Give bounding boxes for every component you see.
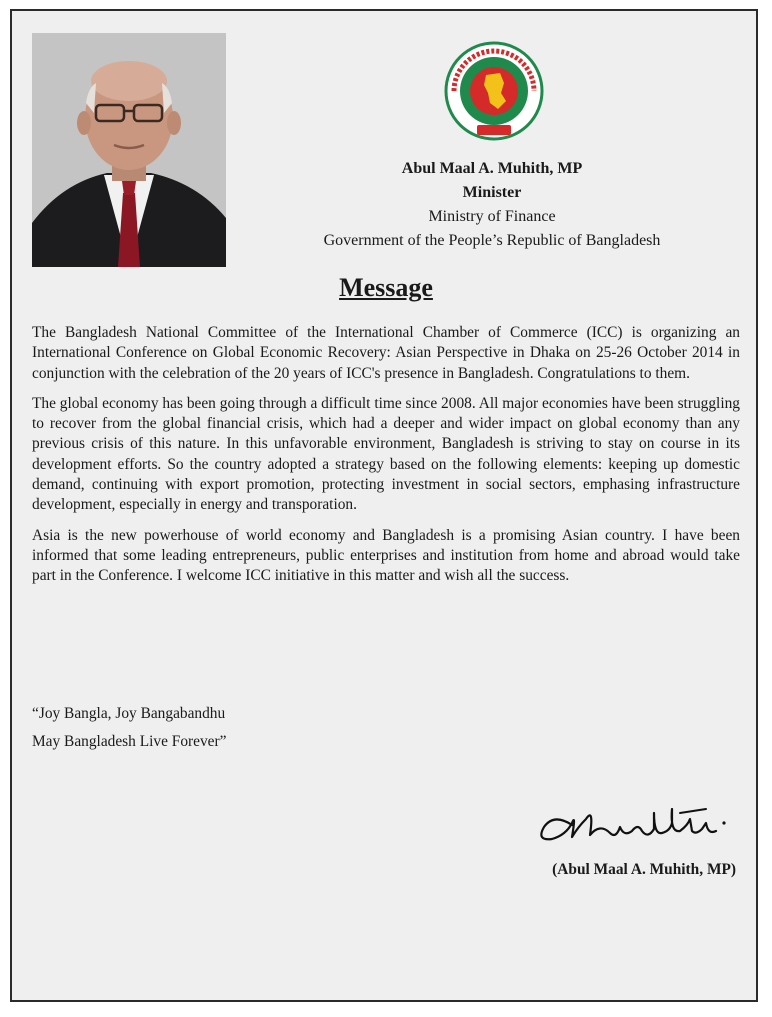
handwritten-signature [520,783,750,863]
minister-title: Minister [462,184,522,201]
ministry-name: Ministry of Finance [428,208,556,225]
minister-header [282,157,702,253]
closing-line: May Bangladesh Live Forever” [32,733,227,750]
paragraph: The Bangladesh National Committee of the International Chamber of Commerce (ICC) is organizing an International Conference on Global Economic Recovery: Asian Perspective in Dhaka on 25-26 October 2014 in conjunction with the celebration of the 20 years of ICC's presence in Bangladesh. Congratulations to them. [32,324,740,382]
message-page [10,9,758,1002]
closing-line: “Joy Bangla, Joy Bangabandhu [32,705,226,722]
paragraph: The global economy has been going through a difficult time since 2008. All major economies have been struggling to recover from the global financial crisis, which had a deeper and wider impact on global economy than any previous crisis of this nature. In this unfavorable environment, Bangladesh is striving to stay on course in its development efforts. So the country adopted a strategy based on the following elements: keeping up domestic demand, continuing with export promotion, protecting investment in social sectors, emphasing infrastructure development, especially in energy and transporation. [32,394,740,514]
minister-name: Abul Maal A. Muhith, MP [401,160,583,177]
message-body [32,323,740,597]
government-emblem [444,41,544,141]
page-title: Message [339,273,433,302]
government-name: Government of the People’s Republic of Bangladesh [323,232,661,249]
minister-portrait [32,33,226,267]
signatory-name: (Abul Maal A. Muhith, MP) [552,861,736,878]
paragraph: Asia is the new powerhouse of world economy and Bangladesh is a promising Asian country. I have been informed that some leading entrepreneurs, public enterprises and institution from home and abroad would take part in the Conference. I welcome ICC initiative in this matter and wish all the success. [32,526,740,585]
closing-slogan [32,700,226,756]
